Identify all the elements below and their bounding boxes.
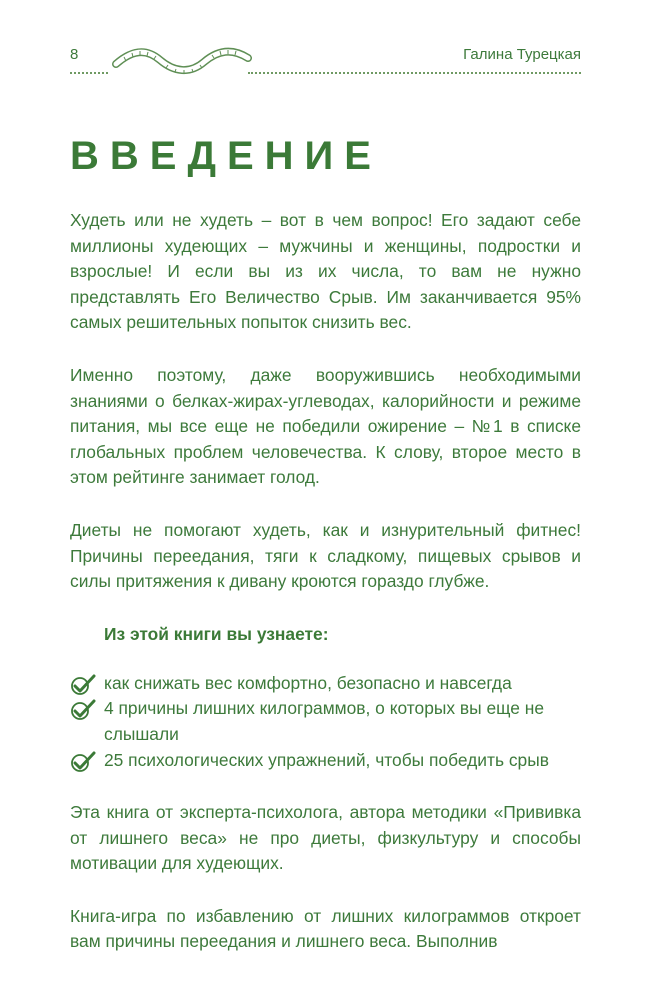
checkmark-icon [70,674,96,696]
checkmark-icon [70,699,96,721]
list-item-text: как снижать вес комфортно, безопасно и навсегда [104,672,512,693]
chapter-title: ВВЕДЕНИЕ [70,134,382,178]
running-header [70,40,581,80]
checkmark-icon [70,751,96,773]
paragraph: Диеты не помогают худеть, как и изнурительный фитнес! Причины переедания, тяги к сладкому, пищевых срывов и силы притяжения к дивану кроются гораздо глубже. [70,519,581,592]
dotted-rule-right [248,72,581,74]
page-number: 8 [70,46,79,63]
list-item [70,671,581,697]
running-header-author: Галина Турецкая [463,46,581,63]
list-item-text: 25 психологических упражнений, чтобы победить срыв [104,749,549,770]
list-item-text: 4 причины лишних килограммов, о которых вы еще не слышали [104,698,545,744]
dotted-rule-left [70,72,108,74]
paragraph: Книга-игра по избавлению от лишних килограммов откроет вам причины переедания и лишнего веса. Выполнив [70,905,581,952]
paragraph: Именно поэтому, даже вооружившись необходимыми знаниями о белках-жирах-углеводах, калорийности и режиме питания, мы все еще не победили ожирение – №1 в списке глобальных проблем человечества. К слову, второе место в этом рейтинге занимает голод. [70,364,581,488]
list-item [70,748,581,774]
list-heading: Из этой книги вы узнаете: [104,623,329,644]
body-text [70,208,581,982]
benefits-list [70,671,581,773]
paragraph: Эта книга от эксперта-психолога, автора методики «Прививка от лишнего веса» не про диеты, физкультуру и способы мотивации для худеющих. [70,802,581,874]
list-item [70,696,581,747]
paragraph: Худеть или не худеть – вот в чем вопрос! Его задают себе миллионы худеющих – мужчины и женщины, подростки и взрослые! И если вы из их числа, то вам не нужно представлять Его Величество Срыв. Им заканчивается 95% самых решительных попыток снизить вес. [70,210,581,333]
measuring-tape-icon [112,40,252,82]
